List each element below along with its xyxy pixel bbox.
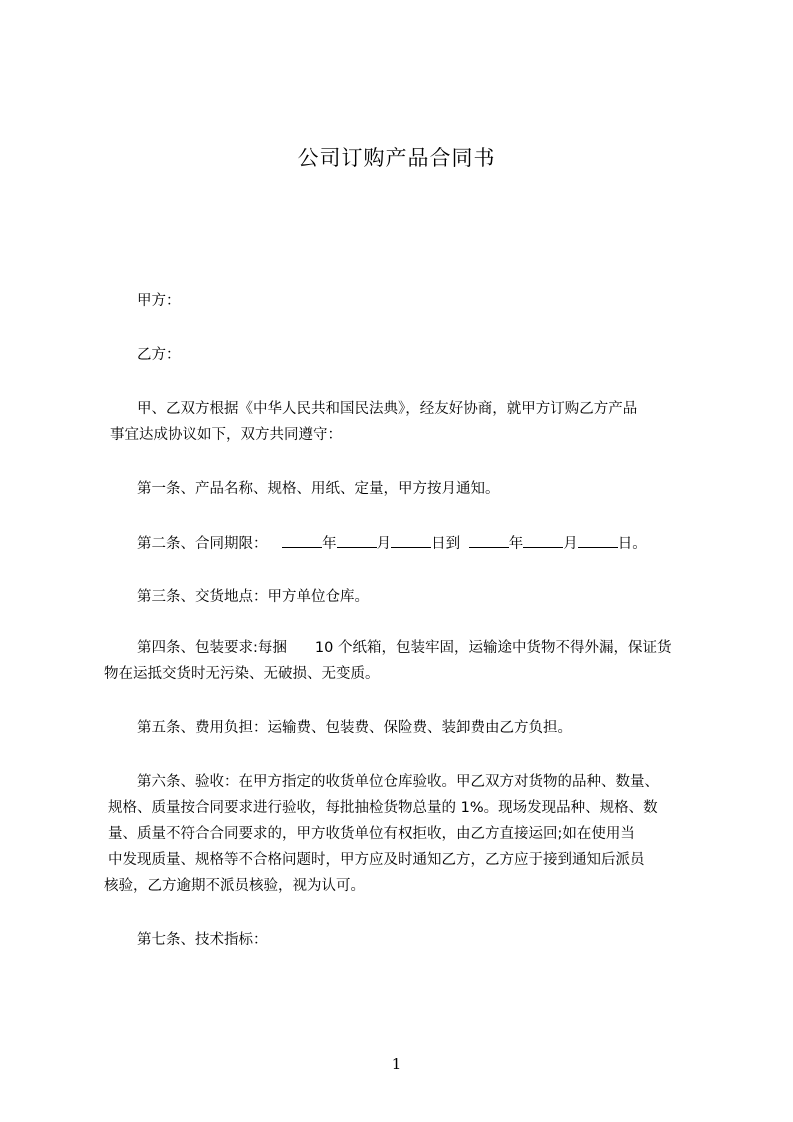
start-day-blank bbox=[391, 533, 431, 548]
article-6-line-1: 第六条、验收：在甲方指定的收货单位仓库验收。甲乙双方对货物的品种、数量、 bbox=[137, 774, 659, 790]
article-4-line-2: 物在运抵交货时无污染、无破损、无变质。 bbox=[104, 666, 380, 682]
article-4-text: 10 个纸箱，包装牢固，运输途中货物不得外漏，保证货 bbox=[314, 640, 672, 656]
article-2-label: 第二条、合同期限： bbox=[137, 536, 268, 552]
preamble-line-1: 甲、乙双方根据《中华人民共和国民法典》，经友好协商，就甲方订购乙方产品 bbox=[137, 401, 638, 417]
article-4-line-1 bbox=[137, 638, 671, 658]
article-1: 第一条、产品名称、规格、用纸、定量，甲方按月通知。 bbox=[137, 481, 500, 497]
article-6-line-3: 量、质量不符合合同要求的，甲方收货单位有权拒收，由乙方直接运回;如在使用当 bbox=[108, 826, 635, 842]
end-month-unit: 月 bbox=[563, 536, 578, 552]
start-year-unit: 年 bbox=[322, 536, 337, 552]
article-7: 第七条、技术指标： bbox=[137, 932, 268, 948]
article-3: 第三条、交货地点：甲方单位仓库。 bbox=[137, 589, 369, 605]
article-2 bbox=[137, 533, 647, 554]
start-month-blank bbox=[337, 533, 377, 548]
preamble-line-2: 事宜达成协议如下，双方共同遵守： bbox=[110, 427, 342, 443]
article-6-line-4: 中发现质量、规格等不合格问题时，甲方应及时通知乙方，乙方应于接到通知后派员 bbox=[108, 852, 645, 868]
end-year-unit: 年 bbox=[508, 536, 524, 552]
end-month-blank bbox=[523, 533, 563, 548]
article-6-line-2: 规格、质量按合同要求进行验收，每批抽检货物总量的 1%。现场发现品种、规格、数 bbox=[108, 800, 658, 816]
start-month-unit: 月 bbox=[376, 536, 392, 552]
document-title: 公司订购产品合同书 bbox=[297, 146, 496, 170]
start-year-blank bbox=[282, 533, 322, 548]
end-day-unit: 日。 bbox=[617, 536, 647, 552]
party-b-label: 乙方： bbox=[137, 347, 181, 363]
date-range-separator: 日到 bbox=[431, 536, 461, 552]
end-day-blank bbox=[578, 533, 618, 548]
page-number: 1 bbox=[391, 1055, 402, 1073]
end-year-blank bbox=[469, 533, 509, 548]
party-a-label: 甲方： bbox=[137, 293, 181, 309]
article-5: 第五条、费用负担：运输费、包装费、保险费、装卸费由乙方负担。 bbox=[137, 720, 572, 736]
article-4-label: 第四条、包装要求:每捆 bbox=[137, 640, 287, 656]
article-6-line-5: 核验，乙方逾期不派员核验，视为认可。 bbox=[104, 878, 365, 894]
